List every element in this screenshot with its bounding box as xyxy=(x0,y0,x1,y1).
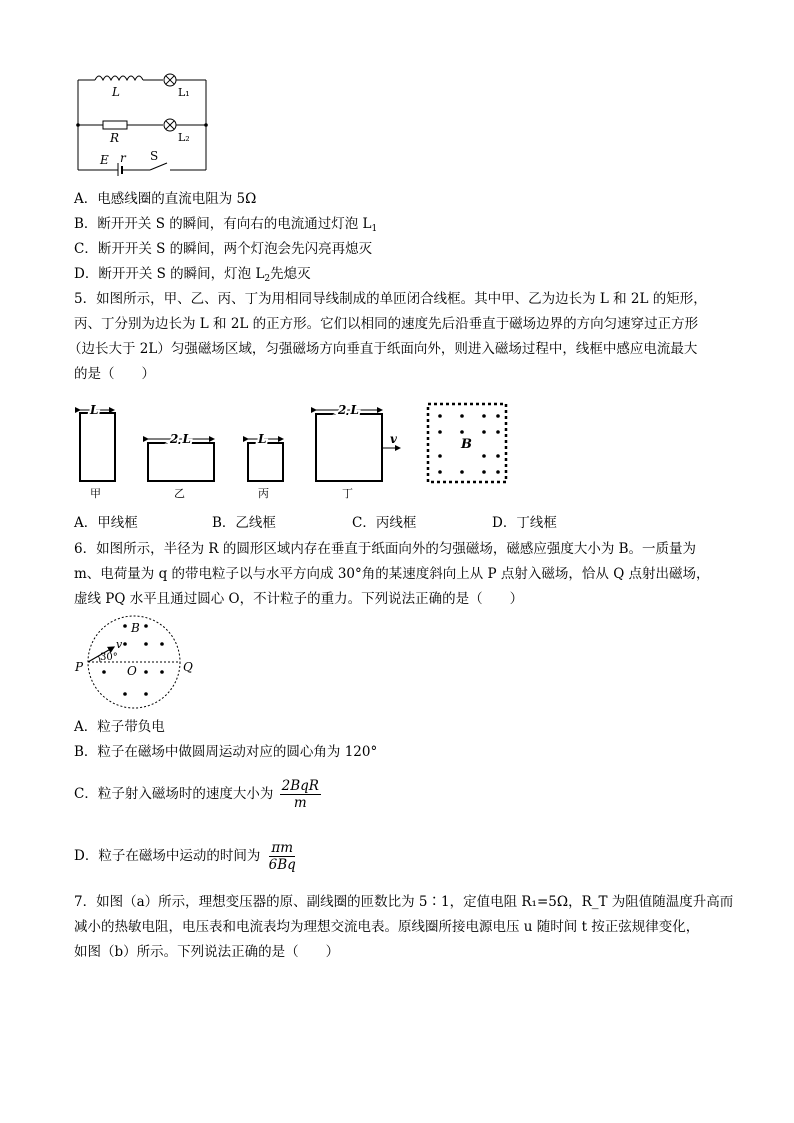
circuit-diagram xyxy=(70,66,220,176)
q6-label-v: v xyxy=(116,638,123,651)
q4-option-d-sub: 2 xyxy=(264,274,271,284)
q5-option-b: B．乙线框 xyxy=(212,515,276,531)
label-yi-width: 2 L xyxy=(170,432,191,446)
q4-option-a: A．电感线圈的直流电阻为 5Ω xyxy=(74,191,257,207)
q7-line1: 7．如图（a）所示，理想变压器的原、副线圈的匝数比为 5∶1，定值电阻 R₁=5Ω，R_T 为阻值随温度升高而 xyxy=(74,894,734,910)
q4-option-d-post: 先熄灭 xyxy=(270,266,311,282)
q4-option-c: C．断开开关 S 的瞬间，两个灯泡会先闪亮再熄灭 xyxy=(74,241,373,257)
q6-c-denominator: m xyxy=(293,795,307,811)
caption-ding: 丁 xyxy=(342,487,353,500)
q6-label-B: B xyxy=(131,621,140,635)
label-L2: L₂ xyxy=(178,131,190,144)
label-S: S xyxy=(150,149,159,163)
q5-frames-figure xyxy=(70,398,520,502)
q6-line3: 虚线 PQ 水平且通过圆心 O，不计粒子的重力。下列说法正确的是（ ） xyxy=(74,591,524,607)
q4-option-d xyxy=(74,265,311,288)
q6-option-a: A．粒子带负电 xyxy=(74,719,165,735)
caption-yi: 乙 xyxy=(174,487,185,500)
q6-option-c-fraction xyxy=(280,778,321,811)
q4-option-b-text: B．断开开关 S 的瞬间，有向右的电流通过灯泡 L xyxy=(74,216,372,232)
q6-option-c xyxy=(74,776,321,812)
q6-label-Q: Q xyxy=(183,660,193,674)
q6-option-c-text: C．粒子射入磁场时的速度大小为 xyxy=(74,786,274,802)
q5-line2: 丙、丁分别为边长为 L 和 2L 的正方形。它们以相同的速度先后沿垂直于磁场边界的方向匀速穿过正方形 xyxy=(74,316,699,332)
label-velocity: v xyxy=(390,432,397,446)
frame-bing xyxy=(248,443,283,481)
label-bing-width: L xyxy=(258,432,267,446)
caption-bing: 丙 xyxy=(258,487,269,500)
label-ding-width: 2 L xyxy=(338,403,359,417)
q6-option-d-text: D．粒子在磁场中运动的时间为 xyxy=(74,848,261,864)
q5-line4: 的是（ ） xyxy=(74,366,155,382)
q6-circle-figure xyxy=(70,612,210,712)
q6-option-d xyxy=(74,838,298,874)
q6-label-P: P xyxy=(75,660,84,674)
label-field-B: B xyxy=(461,437,472,452)
frame-yi xyxy=(148,443,214,481)
q7-line3: 如图（b）所示。下列说法正确的是（ ） xyxy=(74,944,340,960)
q6-label-O: O xyxy=(127,664,137,678)
q6-line2: m、电荷量为 q 的带电粒子以与水平方向成 30°角的某速度斜向上从 P 点射入磁场，恰从 Q 点射出磁场， xyxy=(74,566,710,582)
frame-ding xyxy=(316,414,382,481)
q6-d-denominator: 6Bq xyxy=(268,857,296,873)
q4-option-b xyxy=(74,215,377,238)
q6-option-b: B．粒子在磁场中做圆周运动对应的圆心角为 120° xyxy=(74,744,378,760)
q6-d-numerator: πm xyxy=(271,840,294,856)
frame-jia xyxy=(80,413,115,481)
q5-line3: （边长大于 2L）匀强磁场区域，匀强磁场方向垂直于纸面向外，则进入磁场过程中，线框中感应电流最大 xyxy=(68,341,698,357)
label-R: R xyxy=(110,131,120,145)
q5-option-a: A．甲线框 xyxy=(74,515,138,531)
q5-option-c: C．丙线框 xyxy=(352,515,417,531)
q5-line1: 5．如图所示，甲、乙、丙、丁为用相同导线制成的单匝闭合线框。其中甲、乙为边长为 L 和 2L 的矩形， xyxy=(74,291,707,307)
label-E: E xyxy=(100,153,109,167)
q4-option-d-text: D．断开开关 S 的瞬间，灯泡 L xyxy=(74,266,265,282)
q7-line2: 减小的热敏电阻，电压表和电流表均为理想交流电表。原线圈所接电源电压 u 随时间 t 按正弦规律变化， xyxy=(74,919,700,935)
label-L1: L₁ xyxy=(178,86,190,99)
label-L: L xyxy=(112,85,120,99)
q5-option-d: D．丁线框 xyxy=(492,515,557,531)
q6-option-d-fraction xyxy=(267,840,298,873)
caption-jia: 甲 xyxy=(90,487,101,500)
q6-c-numerator: 2BqR xyxy=(281,778,319,794)
q4-option-b-sub: 1 xyxy=(371,224,378,234)
label-r: r xyxy=(120,151,126,165)
q6-label-angle: 30° xyxy=(100,652,118,663)
q6-line1: 6．如图所示，半径为 R 的圆形区域内存在垂直于纸面向外的匀强磁场，磁感应强度大小为 B。一质量为 xyxy=(74,541,697,557)
label-jia-width: L xyxy=(90,403,99,417)
